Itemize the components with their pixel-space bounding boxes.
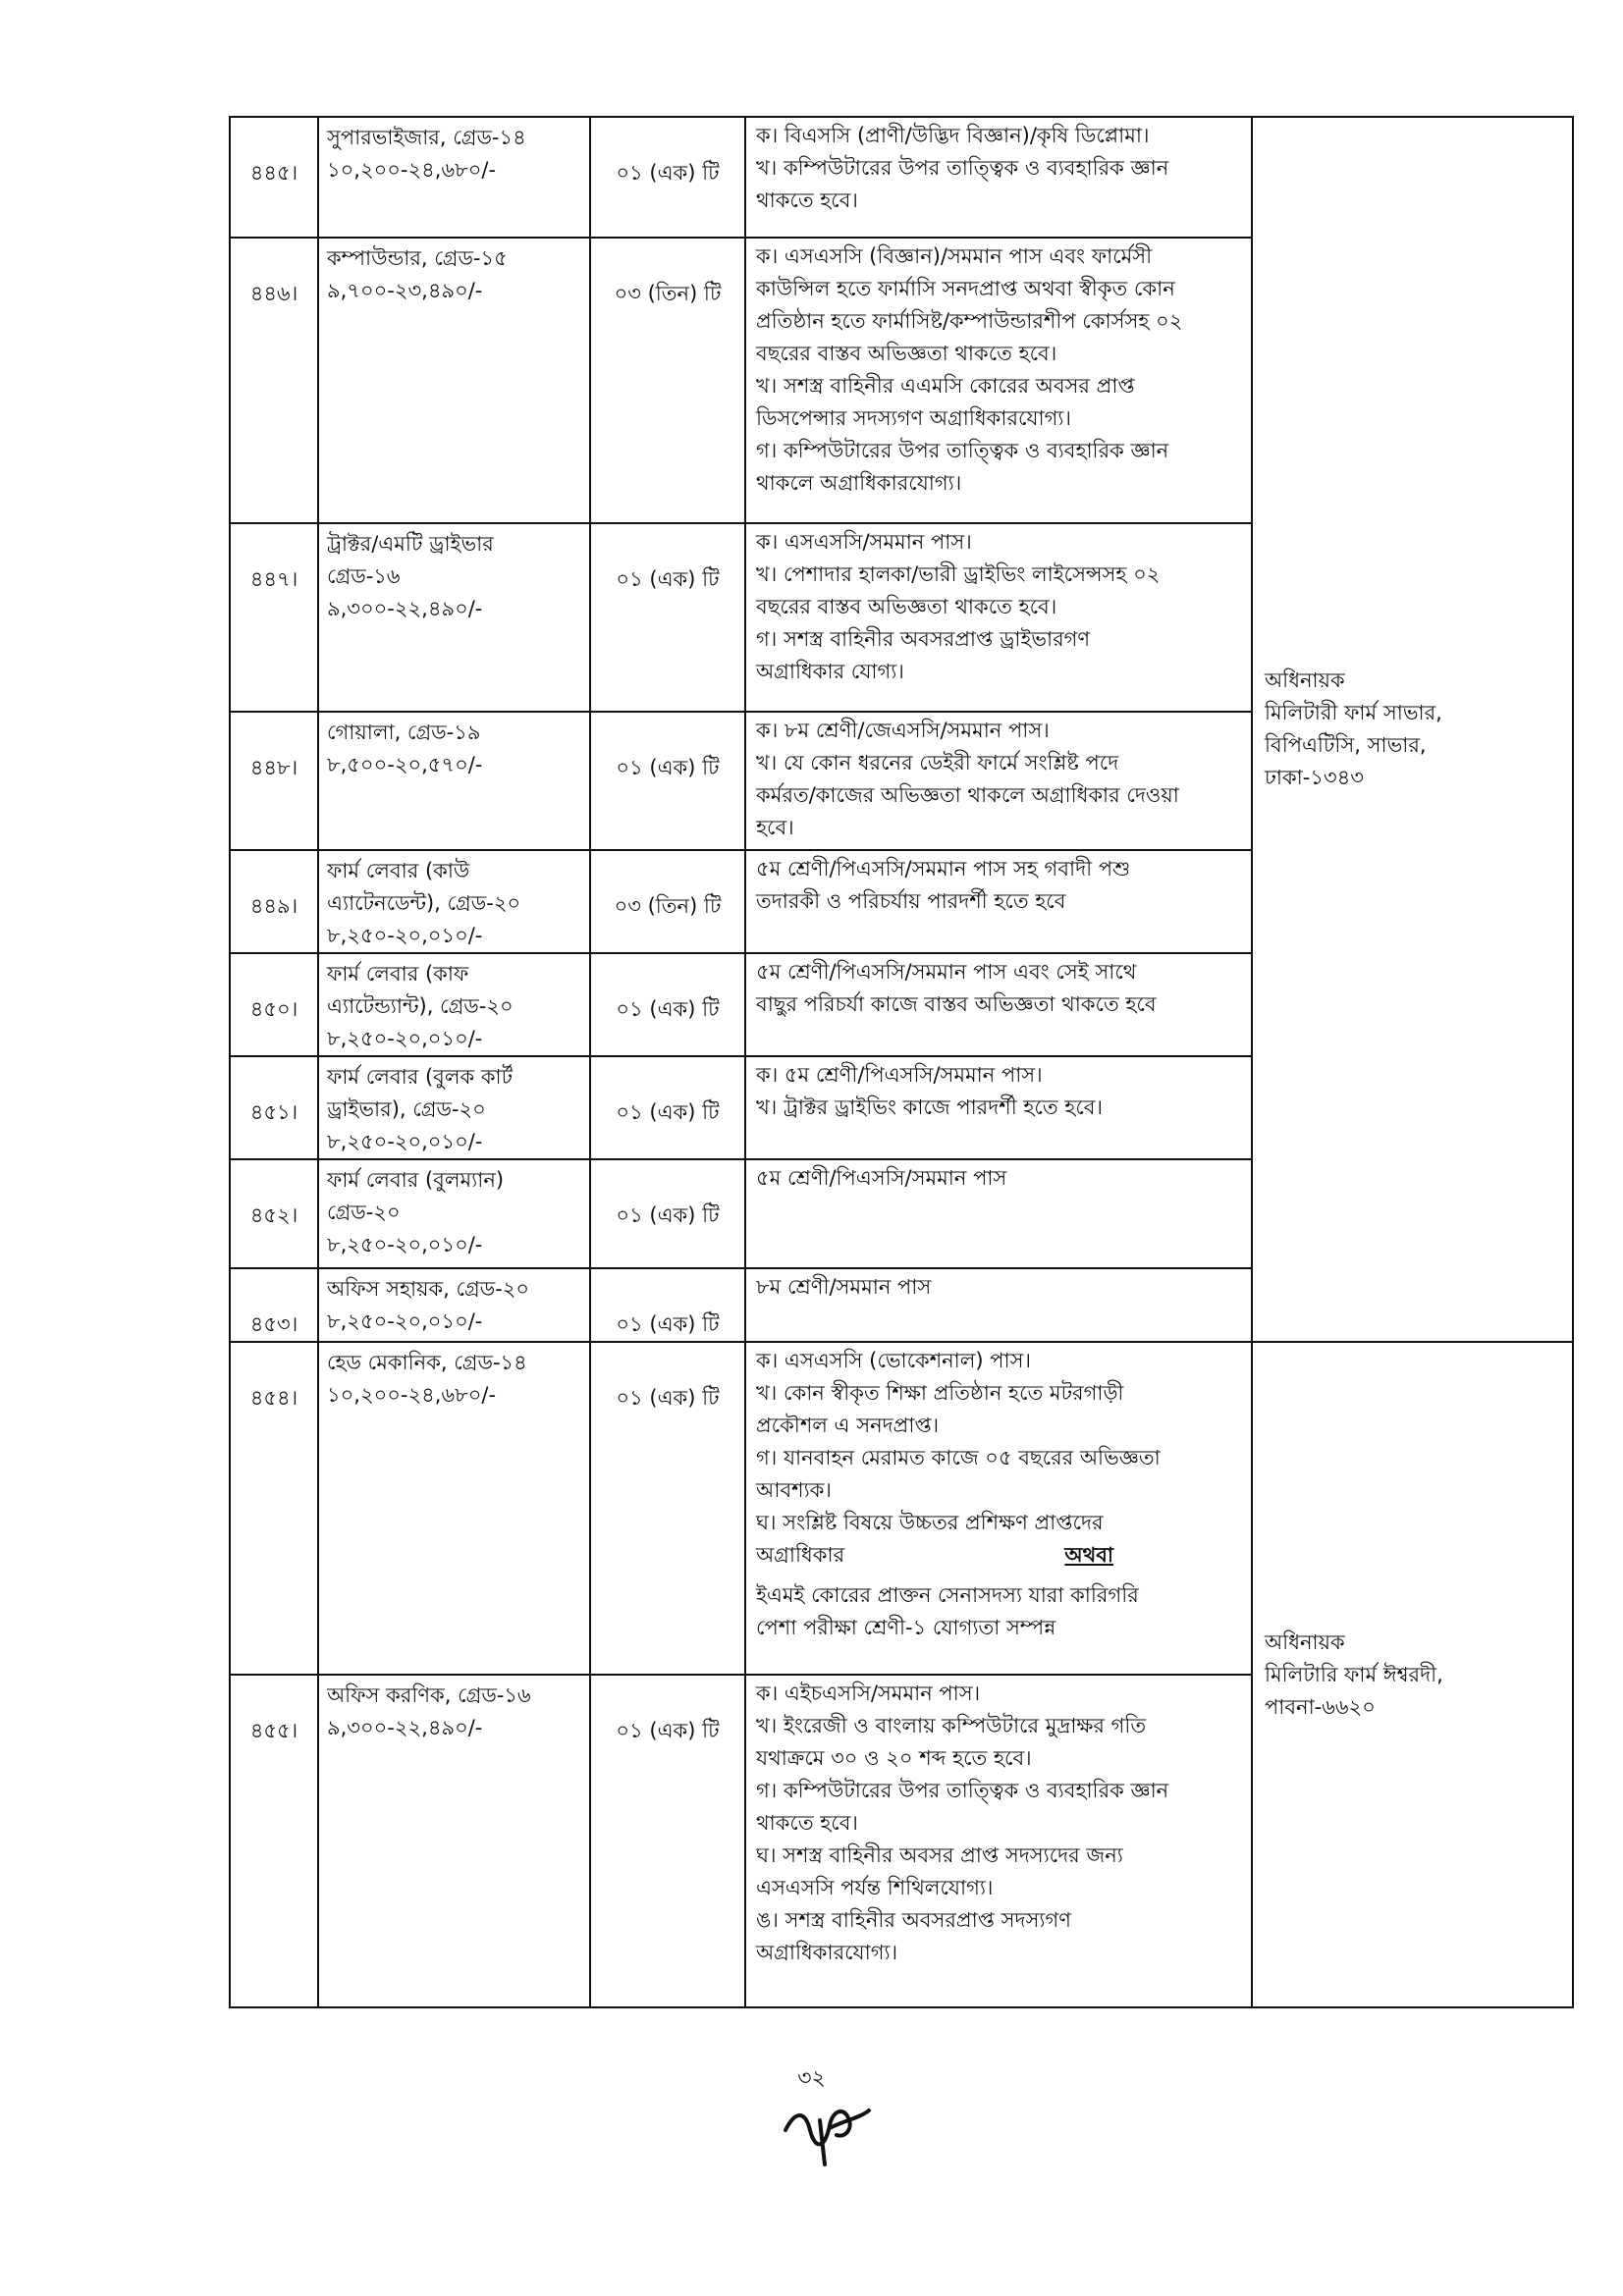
post-line: ড্রাইভার), গ্রেড-২০: [327, 1097, 486, 1121]
qualification-line: ক। বিএসসি (প্রাণী/উদ্ভিদ বিজ্ঞান)/কৃষি ডিপ্লোমা।: [756, 124, 1150, 147]
post-line: ৯,৭০০-২৩,৪৯০/-: [327, 279, 483, 302]
post-line: ৮,২৫০-২০,০১০/-: [327, 924, 483, 947]
post-line: ফার্ম লেবার (কাউ: [327, 859, 470, 882]
post-count-cell: ০১ (এক) টি: [590, 117, 745, 238]
job-table: [229, 116, 1574, 2008]
post-count-cell: ০১ (এক) টি: [590, 523, 745, 712]
post-line: ১০,২০০-২৪,৬৮০/-: [327, 158, 497, 182]
qualification-line: বাছুর পরিচর্যা কাজে বাস্তব অভিজ্ঞতা থাকতে হবে: [756, 992, 1157, 1016]
serial-cell: ৪৫৪।: [230, 1342, 318, 1675]
post-line: এ্যাটেনডেন্ট), গ্রেড-২০: [327, 891, 521, 915]
qualification-line: ক। ৮ম শ্রেণী/জেএসসি/সমমান পাস।: [756, 719, 1050, 742]
qualification-line: হবে।: [756, 816, 794, 839]
qualification-line: অগ্রাধিকারযোগ্য।: [756, 1941, 898, 1964]
qualification-line: ৮ম শ্রেণী/সমমান পাস: [756, 1275, 932, 1299]
qualification-line: ক। এসএসসি/সমমান পাস।: [756, 530, 972, 554]
table-row: [230, 117, 1573, 238]
unit-line: মিলিটারি ফার্ম ঈশ্বরদী,: [1265, 1662, 1443, 1686]
qualification-line: বছরের বাস্তব অভিজ্ঞতা থাকতে হবে।: [756, 595, 1057, 618]
qualification-line: গ। কম্পিউটারের উপর তাত্ত্বিক ও ব্যবহারিক জ্ঞান: [756, 439, 1169, 462]
serial-cell: ৪৫২।: [230, 1159, 318, 1268]
serial-cell: ৪৫৩।: [230, 1268, 318, 1342]
post-line: ফার্ম লেবার (বুলম্যান): [327, 1168, 505, 1192]
post-count-cell: ০১ (এক) টি: [590, 1159, 745, 1268]
qualification-cell: [745, 953, 1252, 1056]
qualification-line: ঘ। সশস্ত্র বাহিনীর অবসর প্রাপ্ত সদস্যদের জন্য: [756, 1843, 1123, 1867]
qualification-line: খ। কম্পিউটারের উপর তাত্ত্বিক ও ব্যবহারিক জ্ঞান: [756, 156, 1169, 180]
post-line: গোয়ালা, গ্রেড-১৯: [327, 721, 481, 744]
qualification-line: থাকলে অগ্রাধিকারযোগ্য।: [756, 471, 962, 495]
qualification-cell: [745, 712, 1252, 850]
post-count-cell: ০১ (এক) টি: [590, 712, 745, 850]
post-count-cell: ০৩ (তিন) টি: [590, 238, 745, 523]
qualification-line: এসএসসি পর্যন্ত শিথিলযোগ্য।: [756, 1876, 994, 1899]
qualification-cell: [745, 523, 1252, 712]
qualification-line: অগ্রাধিকার যোগ্য।: [756, 660, 904, 683]
post-line: ট্রাক্টর/এমটি ড্রাইভার: [327, 532, 494, 556]
qualification-line: আবশ্যক।: [756, 1478, 832, 1502]
post-line: ৮,৫০০-২০,৫৭০/-: [327, 753, 483, 776]
post-name-cell: [318, 850, 590, 953]
post-line: সুপারভাইজার, গ্রেড-১৪: [327, 126, 526, 149]
post-count-cell: ০১ (এক) টি: [590, 1342, 745, 1675]
qualification-line: খ। পেশাদার হালকা/ভারী ড্রাইভিং লাইসেন্সসহ ০২: [756, 562, 1161, 586]
qualification-line: ইএমই কোরের প্রাক্তন সেনাসদস্য যারা কারিগরি: [756, 1583, 1139, 1607]
post-line: ৯,৩০০-২২,৪৯০/-: [327, 597, 483, 620]
or-line: [756, 1539, 1241, 1572]
unit-line: অধিনায়ক: [1265, 1629, 1345, 1654]
page-number: ৩২: [797, 2066, 826, 2091]
post-name-cell: [318, 117, 590, 238]
qualification-line: খ। ইংরেজী ও বাংলায় কম্পিউটারে মুদ্রাক্ষর গতি: [756, 1714, 1147, 1737]
serial-cell: ৪৫১।: [230, 1056, 318, 1159]
qualification-line: বছরের বাস্তব অভিজ্ঞতা থাকতে হবে।: [756, 342, 1057, 365]
serial-cell: ৪৪৬।: [230, 238, 318, 523]
serial-cell: ৪৫০।: [230, 953, 318, 1056]
post-line: গ্রেড-১৬: [327, 564, 401, 588]
qualification-cell: [745, 1056, 1252, 1159]
qualification-cell: [745, 1675, 1252, 2007]
post-line: ফার্ম লেবার (বুলক কার্ট: [327, 1065, 514, 1089]
serial-cell: ৪৪৯।: [230, 850, 318, 953]
unit-line: বিপিএটিসি, সাভার,: [1265, 733, 1427, 757]
post-line: ৯,৩০০-২২,৪৯০/-: [327, 1716, 483, 1739]
post-line: ৮,২৫০-২০,০১০/-: [327, 1027, 483, 1050]
qualification-line: যথাক্রমে ৩০ ও ২০ শব্দ হতে হবে।: [756, 1746, 1032, 1770]
qualification-line: গ। যানবাহন মেরামত কাজে ০৫ বছরের অভিজ্ঞতা: [756, 1446, 1161, 1469]
qualification-cell: [745, 1268, 1252, 1342]
qualification-cell: [745, 1159, 1252, 1268]
unit-line: পাবনা-৬৬২০: [1265, 1694, 1376, 1719]
post-count-cell: ০১ (এক) টি: [590, 953, 745, 1056]
post-count-cell: ০৩ (তিন) টি: [590, 850, 745, 953]
post-line: এ্যাটেন্ড্যান্ট), গ্রেড-২০: [327, 994, 514, 1018]
unit-cell-savar: [1252, 117, 1573, 1342]
serial-cell: ৪৪৮।: [230, 712, 318, 850]
table-row: [230, 1342, 1573, 1675]
serial-cell: ৪৫৫।: [230, 1675, 318, 2007]
qualification-line: ক। এইচএসসি/সমমান পাস।: [756, 1682, 981, 1705]
post-line: ১০,২০০-২৪,৬৮০/-: [327, 1383, 497, 1407]
post-line: ৮,২৫০-২০,০১০/-: [327, 1309, 483, 1333]
serial-cell: ৪৪৭।: [230, 523, 318, 712]
qualification-line: ক। এসএসসি (ভোকেশনাল) পাস।: [756, 1349, 1032, 1372]
qualification-line: তদারকী ও পরিচর্যায় পারদর্শী হতে হবে: [756, 889, 1066, 913]
qualification-line: গ। সশস্ত্র বাহিনীর অবসরপ্রাপ্ত ড্রাইভারগণ: [756, 627, 1091, 651]
post-line: ফার্ম লেবার (কাফ: [327, 962, 469, 986]
post-name-cell: [318, 712, 590, 850]
qualification-line: ৫ম শ্রেণী/পিএসসি/সমমান পাস সহ গবাদী পশু: [756, 857, 1131, 881]
qualification-line: গ। কম্পিউটারের উপর তাত্ত্বিক ও ব্যবহারিক জ্ঞান: [756, 1779, 1169, 1802]
qualification-cell: [745, 238, 1252, 523]
post-name-cell: [318, 1056, 590, 1159]
qualification-line: থাকতে হবে।: [756, 188, 858, 212]
qualification-line: খ। ট্রাক্টর ড্রাইভিং কাজে পারদর্শী হতে হবে।: [756, 1095, 1103, 1119]
qualification-line: ৫ম শ্রেণী/পিএসসি/সমমান পাস এবং সেই সাথে: [756, 960, 1137, 984]
qualification-cell: [745, 117, 1252, 238]
post-line: ৮,২৫০-২০,০১০/-: [327, 1130, 483, 1153]
post-name-cell: [318, 523, 590, 712]
qualification-line: ঙ। সশস্ত্র বাহিনীর অবসরপ্রাপ্ত সদস্যগণ: [756, 1908, 1071, 1932]
post-name-cell: [318, 953, 590, 1056]
post-count-cell: ০১ (এক) টি: [590, 1675, 745, 2007]
post-count-cell: ০১ (এক) টি: [590, 1268, 745, 1342]
post-line: অফিস করণিক, গ্রেড-১৬: [327, 1683, 531, 1707]
post-name-cell: [318, 1159, 590, 1268]
post-name-cell: [318, 1342, 590, 1675]
qualification-cell: [745, 1342, 1252, 1675]
serial-cell: ৪৪৫।: [230, 117, 318, 238]
qualification-line: কাউন্সিল হতে ফার্মাসি সনদপ্রাপ্ত অথবা স্বীকৃত কোন: [756, 277, 1175, 300]
qualification-line: খ। কোন স্বীকৃত শিক্ষা প্রতিষ্ঠান হতে মটরগাড়ী: [756, 1381, 1124, 1405]
or-word: অথবা: [1064, 1543, 1113, 1567]
post-line: গ্রেড-২০: [327, 1201, 401, 1224]
post-name-cell: [318, 1675, 590, 2007]
post-line: কম্পাউন্ডার, গ্রেড-১৫: [327, 246, 508, 270]
post-line: ৮,২৫০-২০,০১০/-: [327, 1233, 483, 1256]
qualification-line: ডিসপেন্সার সদস্যগণ অগ্রাধিকারযোগ্য।: [756, 406, 1071, 430]
qualification-line: ক। এসএসসি (বিজ্ঞান)/সমমান পাস এবং ফার্মেসী: [756, 244, 1153, 268]
unit-line: ঢাকা-১৩৪৩: [1265, 766, 1364, 789]
unit-line: মিলিটারী ফার্ম সাভার,: [1265, 701, 1442, 724]
qualification-line: প্রকৌশল এ সনদপ্রাপ্ত।: [756, 1414, 940, 1437]
post-line: অফিস সহায়ক, গ্রেড-২০: [327, 1277, 530, 1301]
qualification-line: ঘ। সংশ্লিষ্ট বিষয়ে উচ্চতর প্রশিক্ষণ প্রাপ্তদের: [756, 1511, 1104, 1534]
post-name-cell: [318, 238, 590, 523]
post-name-cell: [318, 1268, 590, 1342]
qualification-line: অগ্রাধিকার: [756, 1543, 845, 1567]
qualification-line: ৫ম শ্রেণী/পিএসসি/সমমান পাস: [756, 1166, 1007, 1190]
qualification-line: পেশা পরীক্ষা শ্রেণী-১ যোগ্যতা সম্পন্ন: [756, 1616, 1056, 1639]
unit-cell-ishwardi: [1252, 1342, 1573, 2007]
post-line: হেড মেকানিক, গ্রেড-১৪: [327, 1351, 527, 1374]
qualification-line: ক। ৫ম শ্রেণী/পিএসসি/সমমান পাস।: [756, 1063, 1043, 1087]
qualification-line: খ। যে কোন ধরনের ডেইরী ফার্মে সংশ্লিষ্ট পদে: [756, 751, 1119, 774]
post-count-cell: ০১ (এক) টি: [590, 1056, 745, 1159]
initial-signature: [776, 2091, 874, 2169]
qualification-line: থাকতে হবে।: [756, 1811, 858, 1835]
qualification-cell: [745, 850, 1252, 953]
qualification-line: কর্মরত/কাজের অভিজ্ঞতা থাকলে অগ্রাধিকার দেওয়া: [756, 783, 1179, 807]
qualification-line: প্রতিষ্ঠান হতে ফার্মাসিষ্ট/কম্পাউন্ডারশীপ কোর্সসহ ০২: [756, 309, 1183, 333]
unit-line: অধিনায়ক: [1265, 668, 1345, 692]
qualification-line: খ। সশস্ত্র বাহিনীর এএমসি কোরের অবসর প্রাপ্ত: [756, 374, 1135, 398]
